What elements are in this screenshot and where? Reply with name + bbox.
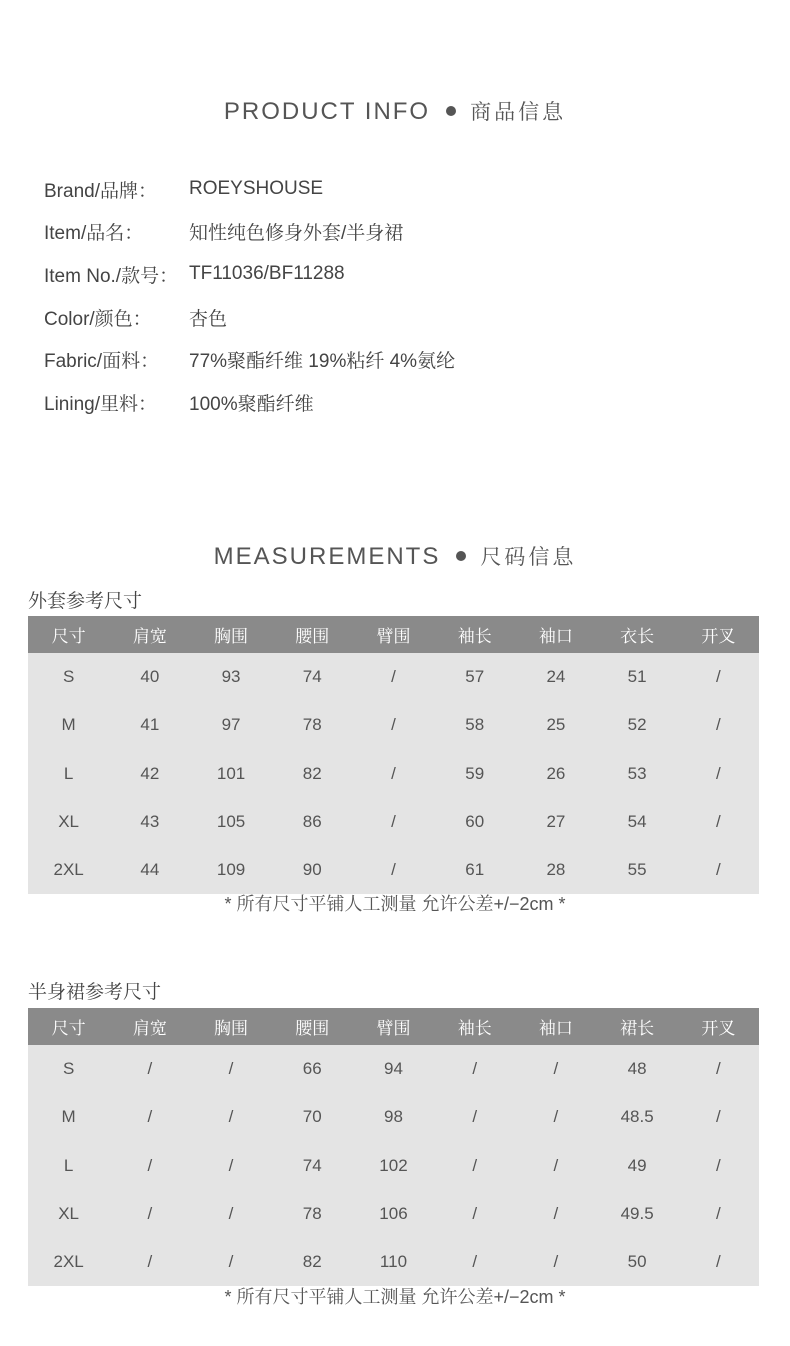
info-value: 知性纯色修身外套/半身裙 [189, 223, 404, 245]
skirt-tolerance-note: * 所有尺寸平铺人工测量 允许公差+/−2cm * [224, 1287, 566, 1307]
table-cell: 102 [353, 1142, 434, 1190]
table-cell: / [353, 750, 434, 798]
info-label: Brand/品牌： [44, 180, 157, 202]
table-cell: / [353, 653, 434, 701]
info-value: 77%聚酯纤维 19%粘纤 4%氨纶 [189, 351, 456, 373]
table-cell: / [515, 1142, 596, 1190]
table-cell: / [434, 1238, 515, 1286]
table-cell: 49.5 [597, 1190, 678, 1238]
table-cell: 78 [272, 701, 353, 749]
jacket-table-caption: 外套参考尺寸 [28, 591, 143, 612]
table-cell: 55 [597, 846, 678, 894]
column-header: 臂围 [353, 616, 434, 653]
table-cell: 97 [190, 701, 271, 749]
table-cell: / [515, 1238, 596, 1286]
table-row [28, 701, 759, 749]
product-info-title-en: PRODUCT INFO [223, 98, 431, 125]
table-cell: 57 [434, 653, 515, 701]
table-cell: 60 [434, 798, 515, 846]
column-header: 腰围 [272, 616, 353, 653]
table-cell: 24 [515, 653, 596, 701]
table-cell: 98 [353, 1093, 434, 1141]
table-cell: 61 [434, 846, 515, 894]
column-header: 肩宽 [109, 616, 190, 653]
info-row-fabric [44, 338, 455, 381]
table-cell: 50 [597, 1238, 678, 1286]
table-cell: S [28, 653, 109, 701]
table-cell: 90 [272, 846, 353, 894]
table-cell: 82 [272, 1238, 353, 1286]
table-cell: L [28, 1142, 109, 1190]
table-cell: / [109, 1093, 190, 1141]
table-cell: XL [28, 798, 109, 846]
table-cell: / [353, 798, 434, 846]
table-row [28, 1238, 759, 1286]
table-cell: 40 [109, 653, 190, 701]
column-header: 袖口 [515, 1008, 596, 1045]
table-cell: / [515, 1045, 596, 1093]
table-row [28, 1142, 759, 1190]
bullet-dot-icon [456, 551, 466, 561]
info-label: Item/品名： [44, 223, 144, 245]
column-header: 衣长 [597, 616, 678, 653]
table-row [28, 846, 759, 894]
info-label: Fabric/面料： [44, 351, 160, 373]
table-cell: 70 [272, 1093, 353, 1141]
table-cell: 82 [272, 750, 353, 798]
table-cell: / [434, 1142, 515, 1190]
table-cell: 74 [272, 1142, 353, 1190]
info-row-item-no [44, 253, 455, 296]
table-cell: / [678, 1093, 759, 1141]
table-cell: 53 [597, 750, 678, 798]
table-cell: 59 [434, 750, 515, 798]
column-header: 胸围 [190, 1008, 271, 1045]
table-cell: / [678, 1190, 759, 1238]
table-header-row [28, 1008, 759, 1045]
table-cell: 48 [597, 1045, 678, 1093]
table-cell: M [28, 1093, 109, 1141]
info-value: TF11036/BF11288 [189, 263, 345, 285]
table-cell: / [434, 1190, 515, 1238]
table-cell: 43 [109, 798, 190, 846]
table-cell: / [678, 653, 759, 701]
jacket-size-table [28, 616, 759, 894]
info-label: Color/颜色： [44, 308, 152, 330]
column-header: 胸围 [190, 616, 271, 653]
table-row [28, 750, 759, 798]
column-header: 袖长 [434, 1008, 515, 1045]
table-cell: / [109, 1142, 190, 1190]
column-header: 袖口 [515, 616, 596, 653]
table-cell: 110 [353, 1238, 434, 1286]
table-cell: 66 [272, 1045, 353, 1093]
table-cell: M [28, 701, 109, 749]
table-cell: 93 [190, 653, 271, 701]
table-cell: / [678, 846, 759, 894]
table-cell: 58 [434, 701, 515, 749]
table-cell: 28 [515, 846, 596, 894]
table-cell: / [515, 1190, 596, 1238]
table-cell: / [190, 1093, 271, 1141]
table-header-row [28, 616, 759, 653]
column-header: 裙长 [597, 1008, 678, 1045]
column-header: 臂围 [353, 1008, 434, 1045]
table-cell: 2XL [28, 1238, 109, 1286]
table-cell: / [678, 701, 759, 749]
table-cell: 94 [353, 1045, 434, 1093]
table-cell: 48.5 [597, 1093, 678, 1141]
table-cell: 106 [353, 1190, 434, 1238]
skirt-size-table [28, 1008, 759, 1286]
table-cell: 2XL [28, 846, 109, 894]
table-row [28, 1045, 759, 1093]
table-cell: 42 [109, 750, 190, 798]
table-cell: 78 [272, 1190, 353, 1238]
info-label: Item No./款号： [44, 265, 179, 287]
table-cell: XL [28, 1190, 109, 1238]
measurements-title-en: MEASUREMENTS [213, 543, 441, 570]
info-row-item [44, 211, 455, 254]
table-row [28, 653, 759, 701]
table-cell: / [678, 798, 759, 846]
info-value: 100%聚酯纤维 [189, 393, 314, 415]
skirt-table-caption: 半身裙参考尺寸 [28, 982, 162, 1003]
table-cell: 41 [109, 701, 190, 749]
table-cell: 44 [109, 846, 190, 894]
table-cell: / [434, 1045, 515, 1093]
table-cell: 109 [190, 846, 271, 894]
table-cell: 49 [597, 1142, 678, 1190]
table-cell: / [190, 1045, 271, 1093]
table-cell: 26 [515, 750, 596, 798]
product-info-title-cn: 商品信息 [470, 101, 567, 124]
info-label: Lining/里料： [44, 393, 157, 415]
table-row [28, 1190, 759, 1238]
table-cell: / [678, 1045, 759, 1093]
table-cell: 25 [515, 701, 596, 749]
table-cell: / [678, 1238, 759, 1286]
column-header: 袖长 [434, 616, 515, 653]
table-cell: 86 [272, 798, 353, 846]
column-header: 腰围 [272, 1008, 353, 1045]
table-cell: 27 [515, 798, 596, 846]
table-cell: 54 [597, 798, 678, 846]
column-header: 尺寸 [28, 1008, 109, 1045]
bullet-dot-icon [446, 106, 456, 116]
table-cell: 52 [597, 701, 678, 749]
table-cell: / [109, 1190, 190, 1238]
measurements-heading [0, 541, 790, 571]
table-cell: L [28, 750, 109, 798]
table-cell: 101 [190, 750, 271, 798]
column-header: 开叉 [678, 616, 759, 653]
table-cell: / [678, 1142, 759, 1190]
table-cell: / [678, 750, 759, 798]
column-header: 开叉 [678, 1008, 759, 1045]
table-cell: 105 [190, 798, 271, 846]
product-info-list [44, 168, 455, 424]
table-cell: 51 [597, 653, 678, 701]
info-value: 杏色 [189, 308, 228, 330]
table-cell: 74 [272, 653, 353, 701]
table-row [28, 798, 759, 846]
jacket-tolerance-note: * 所有尺寸平铺人工测量 允许公差+/−2cm * [224, 894, 566, 914]
product-info-heading [0, 96, 790, 126]
info-row-color [44, 296, 455, 339]
table-cell: / [353, 846, 434, 894]
table-cell: / [109, 1045, 190, 1093]
table-cell: / [190, 1190, 271, 1238]
table-cell: / [190, 1238, 271, 1286]
column-header: 肩宽 [109, 1008, 190, 1045]
info-value: ROEYSHOUSE [189, 178, 324, 200]
info-row-brand [44, 168, 455, 211]
table-cell: / [434, 1093, 515, 1141]
table-row [28, 1093, 759, 1141]
table-cell: S [28, 1045, 109, 1093]
column-header: 尺寸 [28, 616, 109, 653]
table-cell: / [190, 1142, 271, 1190]
info-row-lining [44, 381, 455, 424]
measurements-title-cn: 尺码信息 [480, 546, 577, 569]
table-cell: / [353, 701, 434, 749]
table-cell: / [515, 1093, 596, 1141]
table-cell: / [109, 1238, 190, 1286]
